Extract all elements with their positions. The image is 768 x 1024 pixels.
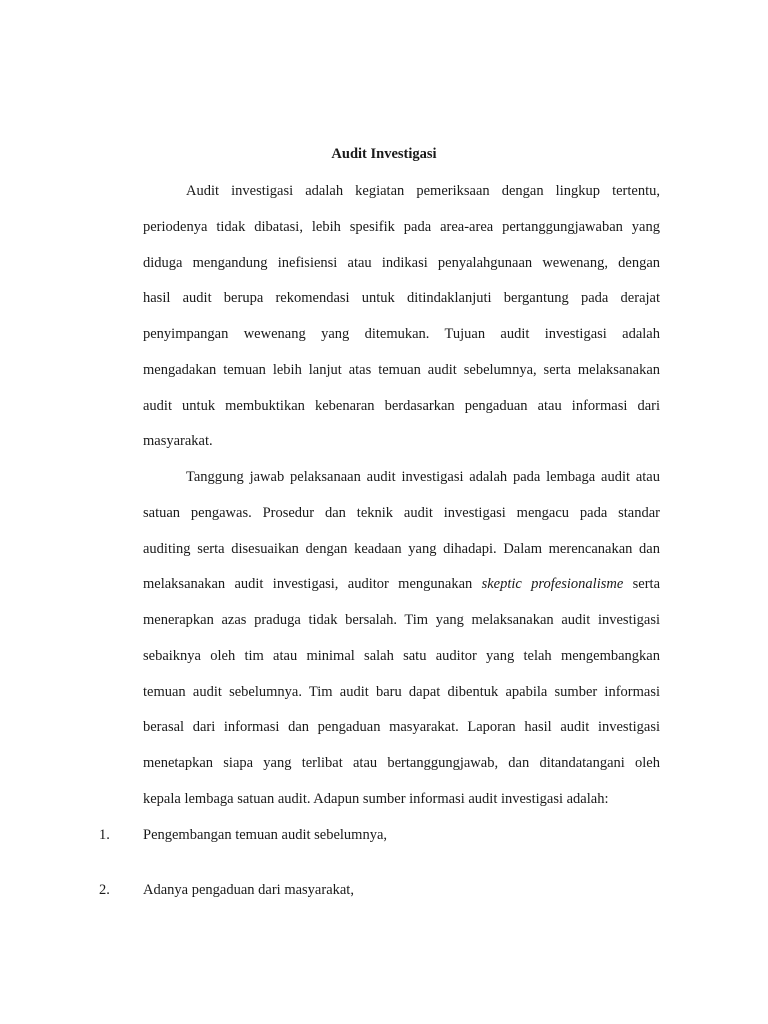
paragraph-2-line-8: berasal dari informasi dan pengaduan masyarakat. Laporan hasil audit investigasi [143, 719, 660, 735]
paragraph-2-line-1: Tanggung jawab pelaksanaan audit investigasi adalah pada lembaga audit atau [186, 469, 660, 485]
document-title: Audit Investigasi [331, 146, 437, 162]
list-item-2-text: Adanya pengaduan dari masyarakat, [143, 882, 354, 898]
paragraph-2-line-4 [143, 574, 660, 594]
list-item-1-number: 1. [99, 827, 110, 843]
paragraph-2-line-2: satuan pengawas. Prosedur dan teknik audit investigasi mengacu pada standar [143, 505, 660, 521]
paragraph-2-line-5: menerapkan azas praduga tidak bersalah. Tim yang melaksanakan audit investigasi [143, 612, 660, 628]
paragraph-1-line-8: masyarakat. [143, 433, 213, 449]
paragraph-1-line-3: diduga mengandung inefisiensi atau indikasi penyalahgunaan wewenang, dengan [143, 255, 660, 271]
paragraph-1-line-1: Audit investigasi adalah kegiatan pemeriksaan dengan lingkup tertentu, [186, 183, 660, 199]
paragraph-2-line-7: temuan audit sebelumnya. Tim audit baru dapat dibentuk apabila sumber informasi [143, 684, 660, 700]
paragraph-1-line-7: audit untuk membuktikan kebenaran berdasarkan pengaduan atau informasi dari [143, 398, 660, 414]
paragraph-1-line-4: hasil audit berupa rekomendasi untuk ditindaklanjuti bergantung pada derajat [143, 290, 660, 306]
italic-term: skeptic profesionalisme [481, 576, 624, 592]
paragraph-2-line-4-start: melaksanakan audit investigasi, auditor mengunakan [143, 576, 482, 592]
paragraph-2-line-10: kepala lembaga satuan audit. Adapun sumber informasi audit investigasi adalah: [143, 791, 609, 807]
paragraph-2-line-3: auditing serta disesuaikan dengan keadaan yang dihadapi. Dalam merencanakan dan [143, 541, 660, 557]
list-item-1-text: Pengembangan temuan audit sebelumnya, [143, 827, 388, 843]
paragraph-1-line-2: periodenya tidak dibatasi, lebih spesifik pada area-area pertanggungjawaban yang [143, 219, 660, 235]
paragraph-1-line-6: mengadakan temuan lebih lanjut atas temuan audit sebelumnya, serta melaksanakan [143, 362, 660, 378]
paragraph-2-line-6: sebaiknya oleh tim atau minimal salah satu auditor yang telah mengembangkan [143, 648, 660, 664]
paragraph-2-line-4-end: serta [623, 576, 661, 592]
paragraph-2-line-9: menetapkan siapa yang terlibat atau bertanggungjawab, dan ditandatangani oleh [143, 755, 660, 771]
paragraph-1-line-5: penyimpangan wewenang yang ditemukan. Tujuan audit investigasi adalah [143, 326, 660, 342]
list-item-2-number: 2. [99, 882, 110, 898]
